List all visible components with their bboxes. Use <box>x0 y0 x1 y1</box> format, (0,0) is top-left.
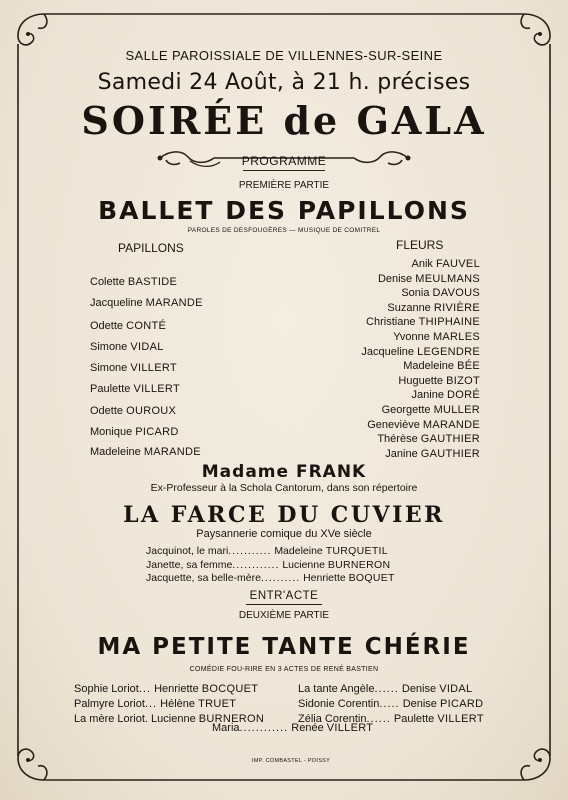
play-actor-last: TRUET <box>198 698 237 710</box>
maria-dots: ............ <box>239 722 289 734</box>
play-role: Palmyre Loriot <box>74 698 145 710</box>
maria-actor-first: Renée <box>291 722 324 734</box>
play-role: La mère Loriot. <box>74 713 148 725</box>
fleur-row <box>412 389 480 401</box>
play-actor-last: PICARD <box>440 698 484 710</box>
papillon-first-name: Monique <box>90 426 133 438</box>
play-dots: ...... <box>374 683 399 695</box>
fleur-row <box>412 258 480 270</box>
play-dots: ... <box>144 698 158 710</box>
play-actor-first: Henriette <box>154 683 199 695</box>
farce-dots: ............ <box>232 558 280 571</box>
fleur-first-name: Thérèse <box>377 433 418 446</box>
fleur-last-name: BIZOT <box>446 374 480 387</box>
farce-role: Jacquinot, le mari <box>146 545 229 557</box>
printer-credit: IMP. COMBASTEL - POISSY <box>252 758 331 764</box>
play-subtitle: COMÉDIE FOU-RIRE EN 3 ACTES DE RENÉ BASTIEN <box>189 666 379 673</box>
papillon-row <box>90 362 177 374</box>
play-actor-last: VILLERT <box>437 713 484 725</box>
papillon-last-name: CONTÉ <box>126 320 167 332</box>
fleur-last-name: MARANDE <box>422 418 480 431</box>
play-actor-first: Lucienne <box>151 713 196 725</box>
fleur-first-name: Suzanne <box>387 301 431 314</box>
farce-actor-first: Lucienne <box>282 558 325 571</box>
programme-heading: PROGRAMME <box>241 154 327 168</box>
papillons-heading: PAPILLONS <box>118 241 184 255</box>
farce-cast-row <box>146 572 395 584</box>
papillon-row <box>90 446 201 458</box>
papillon-first-name: Simone <box>90 362 128 374</box>
farce-actor-last: BOQUET <box>348 572 395 584</box>
fleur-row <box>378 273 480 285</box>
fleur-first-name: Madeleine <box>403 360 455 373</box>
play-actor-last: BURNERON <box>198 713 265 725</box>
play-cast-row <box>298 683 472 695</box>
papillon-last-name: PICARD <box>135 426 179 438</box>
fleur-last-name: RIVIÈRE <box>433 301 480 314</box>
fleur-first-name: Denise <box>377 272 413 285</box>
play-actor-last: VIDAL <box>439 683 473 695</box>
papillon-last-name: VILLERT <box>133 383 180 395</box>
play-role: Sophie Loriot <box>74 683 139 695</box>
papillon-first-name: Simone <box>90 341 128 353</box>
fleur-row <box>403 360 480 372</box>
fleur-last-name: MEULMANS <box>415 272 480 285</box>
play-actor-first: Denise <box>401 683 437 695</box>
fleur-row <box>366 316 480 328</box>
singer-note: Ex-Professeur à la Schola Cantorum, dans son répertoire <box>150 482 418 494</box>
fleur-row <box>382 404 480 416</box>
fleur-last-name: MULLER <box>433 404 480 416</box>
papillon-last-name: MARANDE <box>143 446 201 458</box>
papillon-first-name: Odette <box>90 320 124 332</box>
papillon-row <box>90 320 166 332</box>
fleur-last-name: DAVOUS <box>432 287 480 300</box>
papillon-first-name: Colette <box>90 276 125 288</box>
event-date: Samedi 24 Août, à 21 h. précises <box>97 70 471 95</box>
farce-cast-row <box>146 545 388 557</box>
fleur-first-name: Janine <box>411 389 444 402</box>
fleur-last-name: DORÉ <box>447 389 480 402</box>
papillon-row <box>90 276 177 288</box>
fleur-row <box>387 302 480 314</box>
papillon-last-name: VIDAL <box>130 341 164 353</box>
fleur-last-name: LEGENDRE <box>417 345 480 358</box>
farce-actor-first: Madeleine <box>274 545 323 557</box>
papillon-last-name: BASTIDE <box>127 276 178 288</box>
fleur-row <box>377 433 480 445</box>
papillon-row <box>90 383 180 395</box>
fleur-first-name: Anik <box>411 258 433 270</box>
maria-role: Maria <box>212 722 240 734</box>
fleur-first-name: Janine <box>385 447 418 460</box>
farce-dots: .......... <box>260 572 301 584</box>
fleur-last-name: FAUVEL <box>436 258 480 270</box>
event-title: SOIRÉE de GALA <box>81 98 487 143</box>
fleur-last-name: BÉE <box>457 360 480 373</box>
fleur-last-name: GAUTHIER <box>420 447 480 460</box>
fleur-row <box>361 346 480 358</box>
fleur-row <box>401 287 480 299</box>
play-actor-last: BOCQUET <box>201 683 259 695</box>
papillon-first-name: Jacqueline <box>90 297 143 309</box>
fleur-row <box>393 331 480 343</box>
papillon-row <box>90 426 179 438</box>
papillon-first-name: Paulette <box>90 383 131 395</box>
papillon-last-name: MARANDE <box>145 297 203 309</box>
programme-underline <box>243 170 325 171</box>
papillon-last-name: OUROUX <box>126 405 177 417</box>
fleur-first-name: Jacqueline <box>361 345 415 358</box>
singer-name: Madame FRANK <box>201 462 367 482</box>
papillon-row <box>90 341 164 353</box>
farce-cast-row <box>146 559 390 571</box>
fleur-last-name: MARLES <box>432 331 480 343</box>
entracte-underline <box>246 604 322 605</box>
fleur-last-name: GAUTHIER <box>420 433 480 446</box>
papillon-first-name: Odette <box>90 405 124 417</box>
farce-actor-first: Henriette <box>303 572 346 584</box>
fleur-first-name: Sonia <box>401 287 430 300</box>
fleur-first-name: Geneviève <box>367 418 420 431</box>
fleurs-heading: FLEURS <box>396 238 444 252</box>
farce-subtitle: Paysannerie comique du XVe siècle <box>196 528 372 540</box>
fleur-row <box>367 419 480 431</box>
fleur-row <box>398 375 480 387</box>
part-two-label: DEUXIÈME PARTIE <box>238 610 330 621</box>
papillon-last-name: VILLERT <box>130 362 177 374</box>
fleur-first-name: Huguette <box>398 374 444 387</box>
play-dots: ... <box>138 683 151 695</box>
play-actor-first: Paulette <box>393 713 435 725</box>
farce-role: Jacquette, sa belle-mère <box>146 572 261 584</box>
farce-role: Janette, sa femme <box>146 558 233 571</box>
play-actor-first: Denise <box>402 698 437 710</box>
fleur-first-name: Yvonne <box>393 331 430 343</box>
play-cast-row <box>74 698 236 710</box>
fleur-row <box>385 448 480 460</box>
play-cast-maria <box>212 722 373 734</box>
play-role: Zélia Corentin <box>298 713 367 725</box>
ballet-credits: PAROLES DE DESFOUGÈRES — MUSIQUE DE COMITREL <box>187 227 381 234</box>
maria-actor-last: VILLERT <box>326 722 374 734</box>
play-dots: ...... <box>366 713 391 725</box>
play-role: La tante Angèle <box>298 683 375 695</box>
ballet-title: BALLET DES PAPILLONS <box>98 196 470 225</box>
play-role: Sidonie Corentin <box>298 698 380 710</box>
play-actor-first: Hélène <box>160 698 196 710</box>
papillon-row <box>90 297 203 309</box>
farce-actor-last: TURQUETIL <box>325 545 388 557</box>
fleur-first-name: Christiane <box>366 316 416 329</box>
papillon-first-name: Madeleine <box>90 446 141 458</box>
farce-title: LA FARCE DU CUVIER <box>123 502 445 528</box>
play-dots: ..... <box>379 698 400 710</box>
farce-dots: ........... <box>228 545 272 557</box>
fleur-last-name: THIPHAINE <box>418 316 480 329</box>
entracte-heading: ENTR'ACTE <box>249 590 319 602</box>
play-cast-row <box>298 698 483 710</box>
fleur-first-name: Georgette <box>381 404 431 416</box>
venue-line: SALLE PAROISSIALE DE VILLENNES-SUR-SEINE <box>125 48 443 63</box>
papillon-row <box>90 405 176 417</box>
part-one-label: PREMIÈRE PARTIE <box>238 180 330 191</box>
play-cast-row <box>74 683 258 695</box>
play-title: MA PETITE TANTE CHÉRIE <box>97 634 471 660</box>
farce-actor-last: BURNERON <box>327 558 391 571</box>
